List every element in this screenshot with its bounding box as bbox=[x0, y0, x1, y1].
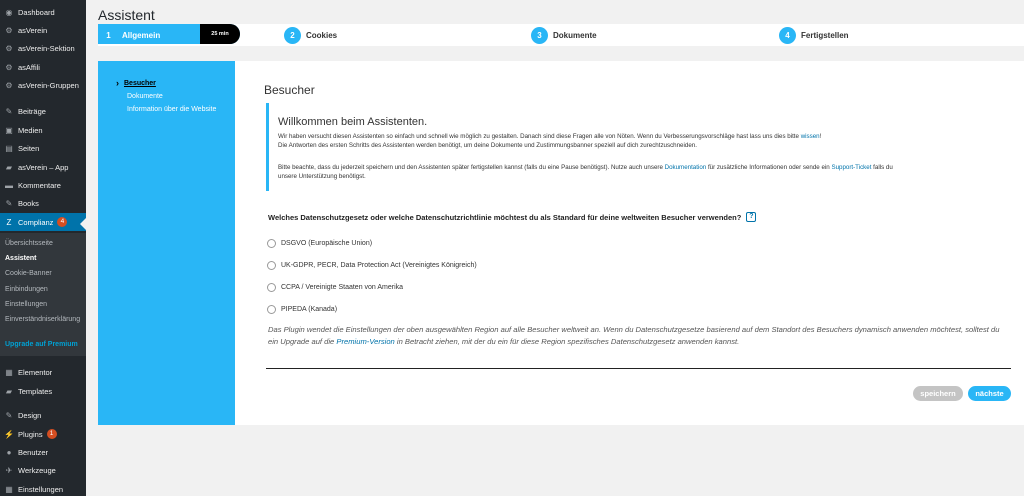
submenu-item-einverstaendniserklaerung[interactable]: Einverständniserklärung bbox=[5, 316, 81, 323]
step-label: Fertigstellen bbox=[801, 30, 849, 40]
nav-item-besucher[interactable]: Besucher bbox=[124, 80, 156, 87]
intro-paragraph-3-line2: unsere Unterstützung benötigst. bbox=[278, 173, 366, 180]
plugin-icon: ⚡ bbox=[4, 429, 14, 439]
radio-label: DSGVO (Europäische Union) bbox=[281, 240, 373, 247]
menu-label: Books bbox=[18, 198, 39, 208]
step-number: 3 bbox=[531, 27, 548, 44]
chevron-right-icon: › bbox=[116, 78, 119, 88]
gear-icon: ⚙ bbox=[5, 43, 13, 53]
pin-icon: ✎ bbox=[5, 198, 13, 208]
gear-icon: ⚙ bbox=[5, 80, 13, 90]
nav-item-website-info[interactable]: Information über die Website bbox=[127, 106, 217, 113]
step-fertigstellen[interactable] bbox=[779, 26, 849, 44]
menu-label: asVerein-Sektion bbox=[18, 43, 75, 53]
step-cookies[interactable] bbox=[284, 26, 337, 44]
radio-option-dsgvo[interactable] bbox=[267, 239, 372, 248]
menu-item-plugins[interactable] bbox=[0, 425, 86, 443]
save-button[interactable]: speichern bbox=[913, 386, 963, 401]
intro-text: ! bbox=[819, 133, 822, 140]
gear-icon: ⚙ bbox=[5, 25, 13, 35]
menu-item-asverein-sektion[interactable] bbox=[0, 39, 86, 57]
documentation-link[interactable]: Dokumentation bbox=[664, 164, 707, 171]
user-icon: ● bbox=[6, 447, 12, 457]
menu-label: Design bbox=[18, 410, 42, 420]
menu-label: asVerein bbox=[18, 25, 48, 35]
menu-label: Plugins bbox=[18, 429, 43, 439]
section-title: Besucher bbox=[264, 83, 315, 97]
note-text: in Betracht ziehen, mit der du ein für diese Region spezifisches Datenschutzgesetz anwenden kannst. bbox=[394, 337, 740, 346]
submenu-item-uebersichtsseite[interactable]: Übersichtsseite bbox=[5, 240, 53, 247]
radio-option-ccpa[interactable] bbox=[267, 283, 403, 292]
menu-label: Beiträge bbox=[18, 106, 46, 116]
nav-item-dokumente[interactable]: Dokumente bbox=[127, 93, 163, 100]
current-menu-arrow bbox=[80, 218, 86, 230]
submenu-item-upgrade-premium[interactable]: Upgrade auf Premium bbox=[5, 341, 78, 348]
menu-label: Complianz bbox=[18, 217, 54, 227]
menu-item-dashboard[interactable] bbox=[0, 3, 86, 21]
radio-button[interactable] bbox=[267, 305, 276, 314]
menu-item-asaffili[interactable] bbox=[0, 58, 86, 76]
menu-label: Benutzer bbox=[18, 447, 49, 457]
gear-icon: ⚙ bbox=[5, 62, 13, 72]
feedback-link[interactable]: wissen bbox=[800, 133, 820, 140]
step-allgemein[interactable] bbox=[100, 26, 160, 44]
menu-item-kommentare[interactable] bbox=[0, 176, 86, 194]
radio-option-pipeda[interactable] bbox=[267, 305, 337, 314]
radio-label: CCPA / Vereinigte Staaten von Amerika bbox=[281, 284, 404, 291]
step-number: 1 bbox=[106, 30, 111, 40]
step-label: Dokumente bbox=[553, 30, 597, 40]
intro-text: für zusätzliche Informationen oder sende ein bbox=[706, 164, 832, 171]
intro-paragraph-2: Die Antworten des ersten Schritts des Assistenten werden benötigt, um deine Dokumente und Zustimmungsbanner speziell auf dich zurechtzuschneiden. bbox=[278, 142, 697, 149]
page-icon: ▤ bbox=[5, 143, 13, 153]
menu-item-beitraege[interactable] bbox=[0, 102, 86, 120]
menu-item-asverein-gruppen[interactable] bbox=[0, 76, 86, 94]
menu-item-einstellungen[interactable] bbox=[0, 480, 86, 496]
menu-item-asverein-app[interactable] bbox=[0, 158, 86, 176]
submenu-item-einbindungen[interactable]: Einbindungen bbox=[5, 286, 48, 293]
update-count-badge: 1 bbox=[47, 429, 57, 439]
radio-button[interactable] bbox=[267, 261, 276, 270]
step-label: Allgemein bbox=[122, 30, 161, 40]
intro-text: Wir haben versucht diesen Assistenten so einfach und schnell wie möglich zu gestalten. Danach sind diese Fragen alle von Nöten. Wenn du Verbesserungsvorschläge hast lass uns dies bitte bbox=[278, 133, 801, 140]
menu-item-seiten[interactable] bbox=[0, 139, 86, 157]
radio-option-uk-gdpr[interactable] bbox=[267, 261, 477, 270]
region-note bbox=[268, 324, 1008, 348]
intro-paragraph-1 bbox=[278, 132, 1013, 141]
menu-label: Kommentare bbox=[18, 180, 61, 190]
brush-icon: ✎ bbox=[5, 410, 13, 420]
menu-item-design[interactable] bbox=[0, 406, 86, 424]
menu-label: Dashboard bbox=[18, 7, 55, 17]
media-icon: ▣ bbox=[5, 125, 13, 135]
step-number: 4 bbox=[779, 27, 796, 44]
divider bbox=[266, 368, 1011, 369]
premium-version-link[interactable]: Premium-Version bbox=[336, 337, 395, 346]
wrench-icon: ✈ bbox=[5, 465, 13, 475]
step-time-badge: 25 min bbox=[200, 24, 240, 44]
step-dokumente[interactable] bbox=[531, 26, 597, 44]
menu-item-elementor[interactable] bbox=[0, 363, 86, 381]
radio-button[interactable] bbox=[267, 283, 276, 292]
menu-item-complianz[interactable] bbox=[0, 213, 86, 231]
page-title: Assistent bbox=[98, 7, 155, 23]
intro-text: falls du bbox=[871, 164, 893, 171]
folder-icon: ▰ bbox=[5, 386, 13, 396]
menu-label: Templates bbox=[18, 386, 53, 396]
step-label: Cookies bbox=[306, 30, 338, 40]
intro-paragraph-3 bbox=[278, 163, 1013, 172]
wizard-section-nav bbox=[98, 61, 235, 425]
step-number: 2 bbox=[284, 27, 301, 44]
submenu-item-einstellungen[interactable]: Einstellungen bbox=[5, 301, 48, 308]
intro-text: Bitte beachte, dass du jederzeit speichern und den Assistenten später fertigstellen kannst (falls du eine Pause benötigst). Nutze auch unsere bbox=[278, 164, 665, 171]
menu-item-books[interactable] bbox=[0, 194, 86, 212]
elementor-icon: ▦ bbox=[5, 367, 13, 377]
menu-label: Medien bbox=[18, 125, 43, 135]
radio-label: UK-GDPR, PECR, Data Protection Act (Vereinigtes Königreich) bbox=[281, 262, 477, 269]
menu-label: Werkzeuge bbox=[18, 465, 56, 475]
menu-item-medien[interactable] bbox=[0, 121, 86, 139]
note-text: Das Plugin wendet die Einstellungen der oben ausgewählten Region auf alle Besucher weltweit an. Wenn du Datenschutzgesetze basierend auf dem Standort des Besuchers dynamisch anwenden möchtest, solltest du ein Upgrade auf die bbox=[268, 325, 1000, 346]
support-ticket-link[interactable]: Support-Ticket bbox=[831, 164, 872, 171]
menu-label: asAffili bbox=[18, 62, 40, 72]
menu-label: Seiten bbox=[18, 143, 40, 153]
region-question bbox=[268, 212, 756, 222]
menu-label: asVerein – App bbox=[18, 162, 69, 172]
update-count-badge: 4 bbox=[57, 217, 67, 227]
admin-sidebar bbox=[0, 0, 86, 496]
menu-label: Einstellungen bbox=[18, 484, 64, 494]
help-icon[interactable]: ? bbox=[746, 212, 756, 222]
pin-icon: ✎ bbox=[5, 106, 13, 116]
intro-title: Willkommen beim Assistenten. bbox=[278, 116, 428, 128]
menu-label: asVerein-Gruppen bbox=[18, 80, 79, 90]
complianz-submenu bbox=[0, 233, 86, 356]
radio-label: PIPEDA (Kanada) bbox=[281, 306, 338, 313]
question-label: Welches Datenschutzgesetz oder welche Datenschutzrichtlinie möchtest du als Standard für deine weltweiten Besucher verwenden? bbox=[268, 212, 742, 222]
submenu-item-assistent[interactable]: Assistent bbox=[5, 255, 37, 262]
folder-icon: ▰ bbox=[5, 162, 13, 172]
menu-label: Elementor bbox=[18, 367, 53, 377]
settings-icon: ▦ bbox=[5, 484, 13, 494]
menu-item-templates[interactable] bbox=[0, 382, 86, 400]
next-button[interactable]: nächste bbox=[968, 386, 1011, 401]
submenu-item-cookie-banner[interactable]: Cookie-Banner bbox=[5, 270, 52, 277]
comment-icon: ▬ bbox=[5, 180, 13, 190]
radio-button[interactable] bbox=[267, 239, 276, 248]
menu-item-werkzeuge[interactable] bbox=[0, 461, 86, 479]
dashboard-icon: ◉ bbox=[5, 7, 13, 17]
complianz-icon: Z bbox=[6, 217, 12, 227]
menu-item-asverein[interactable] bbox=[0, 21, 86, 39]
menu-item-benutzer[interactable] bbox=[0, 443, 86, 461]
